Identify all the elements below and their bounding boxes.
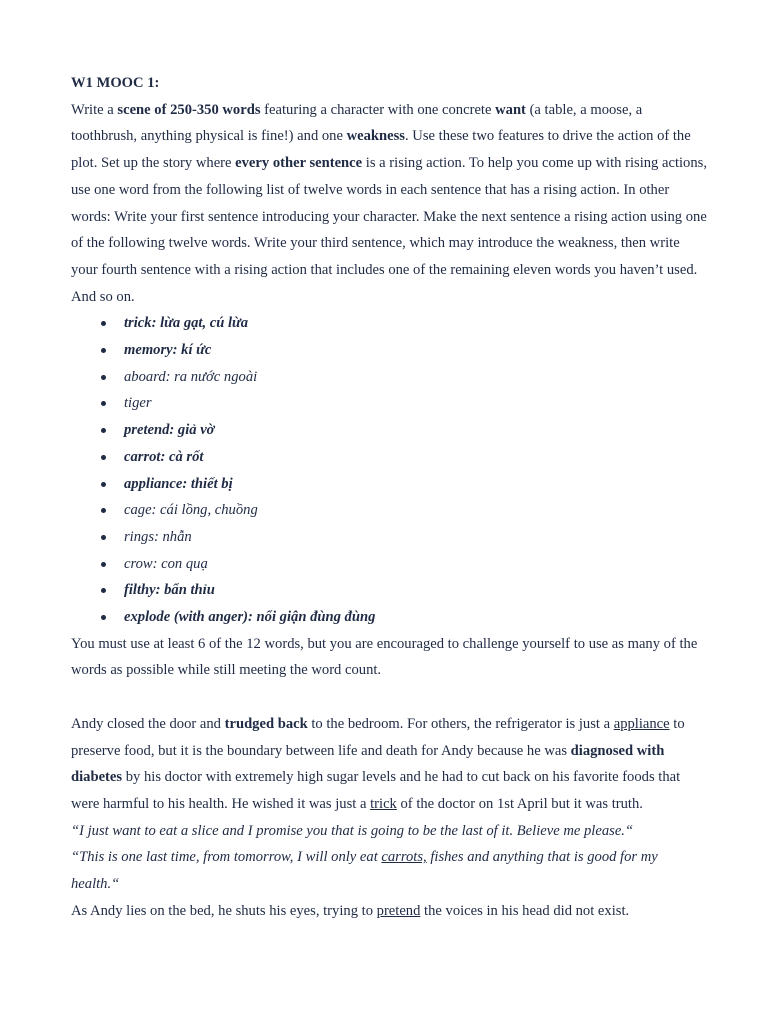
word-list-item: tiger [101, 390, 708, 417]
instructions-paragraph [71, 97, 708, 311]
instr-bold-weakness: weakness [346, 128, 405, 145]
story-quote-2 [71, 844, 708, 897]
story-text-5: of the doctor on 1st April but it was truth. [396, 795, 643, 812]
instr-text-3: (a table, a moose, a toothbrush, anything physical is fine!) and one [71, 101, 643, 145]
story-text-1: Andy closed the door and [71, 715, 225, 732]
story-quote-1: “I just want to eat a slice and I promise you that is going to be the last of it. Believe me please.“ [71, 822, 634, 839]
word-list-item: pretend: giả vờ [101, 417, 708, 444]
instr-text-4: . Use these two features to drive the action of the plot. Set up the story where [71, 128, 691, 172]
word-list-item: explode (with anger): nổi giận đùng đùng [101, 604, 708, 631]
story-final-sentence [71, 898, 708, 925]
word-list-item: cage: cái lồng, chuồng [101, 497, 708, 524]
page-title: W1 MOOC 1: [71, 75, 160, 91]
word-list-item: appliance: thiết bị [101, 471, 708, 498]
instr-bold-scene: scene of 250-350 words [117, 101, 261, 118]
instr-bold-every-other: every other sentence [235, 155, 363, 172]
word-list-item: rings: nhẫn [101, 524, 708, 551]
instr-text-5: is a rising action. To help you come up with rising actions, use one word from the following list of twelve words in each sentence that has a rising action. In other words: Write your first sentence introducing your character. Make the next sentence a rising action using one of the following twelve words. Write your third sentence, which may introduce the weakness, then write your fourth sentence with a rising action that includes one of the remaining eleven words you haven’t used. And so on. [71, 155, 707, 305]
word-list [71, 310, 708, 630]
quote-2-text-a: “This is one last time, from tomorrow, I will only eat [71, 849, 382, 866]
story-text-3: to preserve food, but it is the boundary between life and death for Andy because he was [71, 715, 685, 759]
instr-bold-want: want [495, 101, 526, 118]
word-list-item: memory: kí ức [101, 337, 708, 364]
story-text-4: by his doctor with extremely high sugar levels and he had to cut back on his favorite foods that were harmful to his health. He wished it was just a [71, 769, 681, 812]
word-list-item: aboard: ra nước ngoài [101, 364, 708, 391]
word-requirement: You must use at least 6 of the 12 words, but you are encouraged to challenge yourself to use as many of the words as possible while still meeting the word count. [71, 635, 698, 679]
story-underline-carrots: carrots, [381, 849, 427, 866]
story-bold-trudged: trudged back [224, 715, 308, 732]
word-list-item: crow: con quạ [101, 551, 708, 578]
quote-2-text-b: fishes and anything that is good for my health.“ [71, 849, 658, 893]
instr-text-1: Write a [71, 101, 118, 118]
word-list-item: trick: lừa gạt, cú lừa [101, 310, 708, 337]
story-text-2: to the bedroom. For others, the refrigerator is just a [307, 715, 614, 732]
word-list-item: carrot: cà rốt [101, 444, 708, 471]
story-bold-diagnosed: diagnosed with diabetes [71, 742, 665, 786]
paragraph-spacer [71, 684, 708, 711]
story-underline-trick: trick [370, 795, 397, 812]
instr-text-2: featuring a character with one concrete [260, 101, 496, 118]
story-underline-pretend: pretend [376, 902, 421, 919]
story-text-7: the voices in his head did not exist. [420, 902, 630, 919]
word-list-item: filthy: bẩn thỉu [101, 577, 708, 604]
story-paragraph [71, 711, 708, 818]
story-text-6: As Andy lies on the bed, he shuts his eyes, trying to [71, 902, 377, 919]
story-underline-appliance: appliance [613, 715, 670, 732]
